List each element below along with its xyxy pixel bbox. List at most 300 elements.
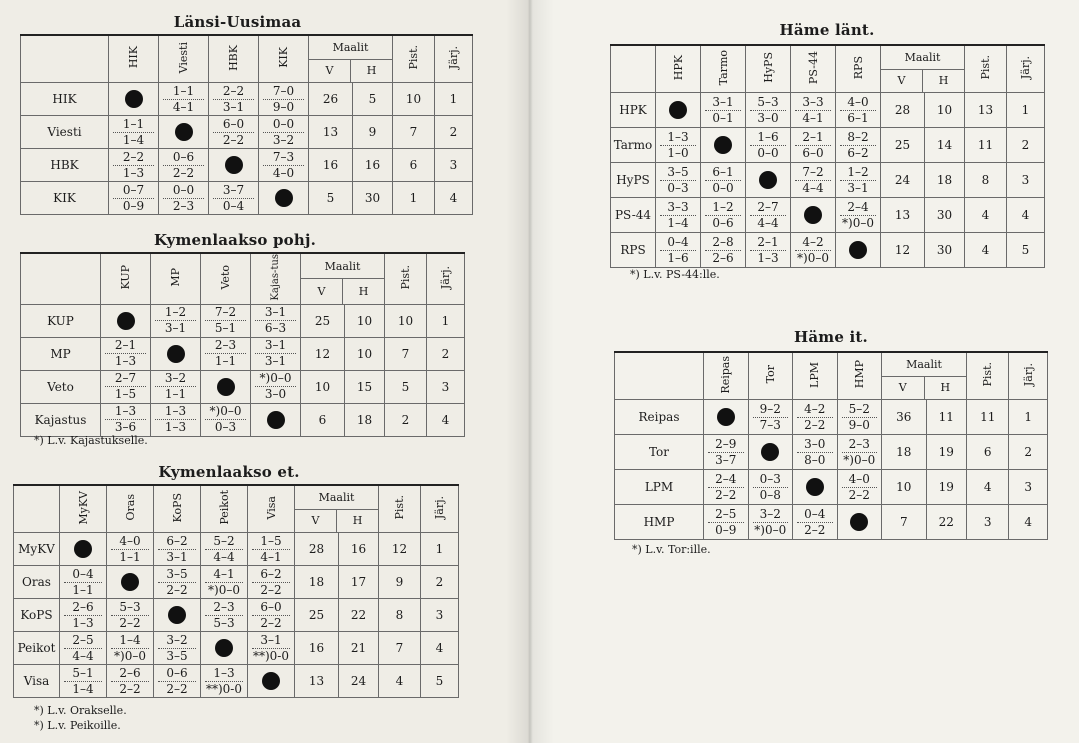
team-name: KoPS xyxy=(14,599,60,632)
column-header xyxy=(748,352,793,400)
away-result: *)0–0 xyxy=(754,522,787,537)
away-result: 2–2 xyxy=(848,487,870,502)
team-row xyxy=(14,566,459,599)
points-value: 6 xyxy=(393,149,435,182)
header-row xyxy=(611,45,1045,93)
filled-circle-icon xyxy=(121,573,139,591)
match-result-cell xyxy=(201,665,248,698)
match-result-cell xyxy=(151,403,201,436)
team-name: Viesti xyxy=(21,116,109,149)
team-row xyxy=(21,370,465,403)
column-header xyxy=(791,45,836,93)
match-result-cell xyxy=(209,182,259,215)
match-result-cell xyxy=(154,533,201,566)
column-header-label: Reipas xyxy=(719,355,733,394)
rank-value: 5 xyxy=(1007,233,1045,268)
points-value: 7 xyxy=(379,632,421,665)
away-result: 9–0 xyxy=(272,99,295,114)
filled-circle-icon xyxy=(804,206,822,224)
rank-header-label: Järj. xyxy=(433,495,446,520)
home-result: 5–3 xyxy=(111,600,149,616)
away-result: 3–1 xyxy=(222,99,245,114)
filled-circle-icon xyxy=(225,156,243,174)
team-name: HBK xyxy=(21,149,109,182)
home-result: 2–7 xyxy=(105,371,146,387)
home-result: 4–1 xyxy=(205,567,243,583)
points-header-label: Pist. xyxy=(407,45,420,70)
away-result: 2–2 xyxy=(804,522,826,537)
standings-table xyxy=(20,252,465,437)
home-result: 1–3 xyxy=(205,666,243,682)
goals-against-value: 30 xyxy=(925,233,965,268)
team-row xyxy=(14,632,459,665)
header-row xyxy=(14,485,459,533)
home-result: 4–0 xyxy=(842,472,878,488)
home-result: 4–2 xyxy=(797,402,833,418)
away-result: 0–9 xyxy=(715,522,737,537)
home-result: 6–0 xyxy=(252,600,290,616)
points-value: 7 xyxy=(393,116,435,149)
team-row xyxy=(611,128,1045,163)
match-result-cell xyxy=(151,304,201,337)
home-result: 1–1 xyxy=(163,84,204,100)
rank-header xyxy=(427,253,465,304)
match-result-cell xyxy=(107,632,154,665)
away-result: 1–1 xyxy=(72,582,94,597)
match-result-cell xyxy=(748,400,793,435)
rank-value: 3 xyxy=(427,370,465,403)
match-result-cell xyxy=(201,533,248,566)
points-value: 11 xyxy=(965,128,1007,163)
column-header-label: KIK xyxy=(277,47,290,68)
away-result: 3–1 xyxy=(164,321,187,336)
goals-for-value: 7 xyxy=(882,505,927,540)
rank-header-label: Järj. xyxy=(1021,362,1035,387)
points-value: 10 xyxy=(393,83,435,116)
away-result: **)0-0 xyxy=(252,648,289,663)
column-header-label: PS-44 xyxy=(806,50,820,85)
home-result: 0–0 xyxy=(263,117,304,133)
team-name: Veto xyxy=(21,370,101,403)
away-result: 3–0 xyxy=(264,387,287,402)
league-kymenlaakso-et xyxy=(13,462,445,698)
away-result: 4–4 xyxy=(72,648,94,663)
rank-header-label: Järj. xyxy=(447,45,460,70)
away-result: 2–2 xyxy=(166,681,188,696)
home-result: *)0–0 xyxy=(205,404,246,420)
column-header xyxy=(109,35,159,83)
away-result: 2–2 xyxy=(260,582,282,597)
goals-for-value: 6 xyxy=(301,403,345,436)
self-match-cell xyxy=(154,599,201,632)
self-match-cell xyxy=(656,93,701,128)
away-result: 6–2 xyxy=(847,145,869,160)
home-result: 2–4 xyxy=(708,472,744,488)
team-name: RPS xyxy=(611,233,656,268)
away-result: 1–1 xyxy=(214,354,237,369)
home-result: 2–1 xyxy=(105,338,146,354)
team-row xyxy=(21,116,473,149)
match-result-cell xyxy=(746,128,791,163)
match-result-cell xyxy=(836,198,881,233)
home-result: 1–3 xyxy=(660,130,696,146)
away-result: *)0–0 xyxy=(114,648,146,663)
rank-header xyxy=(421,485,459,533)
match-result-cell xyxy=(791,163,836,198)
home-result: 2–1 xyxy=(795,130,831,146)
home-result: 3–2 xyxy=(753,507,789,523)
rank-value: 2 xyxy=(435,116,473,149)
goals-for-value: 25 xyxy=(301,304,345,337)
self-match-cell xyxy=(704,400,749,435)
rank-value: 1 xyxy=(427,304,465,337)
team-name: HPK xyxy=(611,93,656,128)
points-value: 3 xyxy=(966,505,1008,540)
filled-circle-icon xyxy=(175,123,193,141)
points-header xyxy=(393,35,435,83)
away-result: 0–1 xyxy=(712,110,734,125)
team-name: KUP xyxy=(21,304,101,337)
match-result-cell xyxy=(791,128,836,163)
points-header-label: Pist. xyxy=(979,55,992,80)
team-name: LPM xyxy=(615,470,704,505)
goals-against-value: 9 xyxy=(353,116,393,149)
home-result: 0–7 xyxy=(113,183,154,199)
match-result-cell xyxy=(201,566,248,599)
rank-value: 3 xyxy=(1007,163,1045,198)
away-result: 4–1 xyxy=(260,549,282,564)
points-value: 7 xyxy=(385,337,427,370)
header-row xyxy=(615,352,1048,400)
home-result: 2–1 xyxy=(750,235,786,251)
self-match-cell xyxy=(837,505,882,540)
self-match-cell xyxy=(159,116,209,149)
goals-for-value: 12 xyxy=(301,337,345,370)
column-header xyxy=(704,352,749,400)
team-name: Peikot xyxy=(14,632,60,665)
goals-for-value: 26 xyxy=(309,83,353,116)
league-table xyxy=(13,484,445,698)
match-result-cell xyxy=(209,116,259,149)
team-name: MP xyxy=(21,337,101,370)
home-result: 7–3 xyxy=(263,150,304,166)
home-result: 1–2 xyxy=(840,165,876,181)
column-header xyxy=(793,352,838,400)
home-result: 3–5 xyxy=(158,567,196,583)
column-header-label: Tor xyxy=(763,365,777,384)
filled-circle-icon xyxy=(125,90,143,108)
home-result: 1–2 xyxy=(705,200,741,216)
column-header xyxy=(101,253,151,304)
match-result-cell xyxy=(159,83,209,116)
match-result-cell xyxy=(101,337,151,370)
match-result-cell xyxy=(159,182,209,215)
team-name: Reipas xyxy=(615,400,704,435)
home-result: 1–5 xyxy=(252,534,290,550)
team-row xyxy=(615,435,1048,470)
team-name: KIK xyxy=(21,182,109,215)
home-result: 6–2 xyxy=(252,567,290,583)
home-result: 4–2 xyxy=(795,235,831,251)
rank-value: 2 xyxy=(427,337,465,370)
self-match-cell xyxy=(701,128,746,163)
filled-circle-icon xyxy=(215,639,233,657)
match-result-cell xyxy=(251,304,301,337)
match-result-cell xyxy=(251,370,301,403)
home-result: 6–2 xyxy=(158,534,196,550)
goals-for-value: 13 xyxy=(881,198,925,233)
home-result: 2–9 xyxy=(708,437,744,453)
away-result: 3–5 xyxy=(166,648,188,663)
away-result: 6–3 xyxy=(264,321,287,336)
match-result-cell xyxy=(109,149,159,182)
league-title: Häme it. xyxy=(794,328,868,346)
match-result-cell xyxy=(746,233,791,268)
team-name: Visa xyxy=(14,665,60,698)
rank-value: 4 xyxy=(435,182,473,215)
match-result-cell xyxy=(791,93,836,128)
self-match-cell xyxy=(107,566,154,599)
away-result: *)0–0 xyxy=(797,250,829,265)
match-result-cell xyxy=(704,435,749,470)
points-value: 6 xyxy=(966,435,1008,470)
goals-against-label: H xyxy=(352,514,363,528)
home-result: 3–1 xyxy=(252,633,290,649)
standings-table xyxy=(614,351,1048,540)
goals-against-label: H xyxy=(938,74,949,88)
away-result: 0–8 xyxy=(759,487,781,502)
away-result: 2–2 xyxy=(804,417,826,432)
team-row xyxy=(611,163,1045,198)
home-result: 2–3 xyxy=(205,600,243,616)
column-header xyxy=(151,253,201,304)
away-result: 1–4 xyxy=(667,215,689,230)
rank-value: 2 xyxy=(421,566,459,599)
column-header xyxy=(259,35,309,83)
goals-for-value: 18 xyxy=(882,435,927,470)
points-header-label: Pist. xyxy=(399,265,412,290)
rank-value: 1 xyxy=(421,533,459,566)
column-header xyxy=(107,485,154,533)
away-result: 1–1 xyxy=(119,549,141,564)
team-row xyxy=(21,403,465,436)
league-table xyxy=(20,252,450,437)
team-row xyxy=(14,665,459,698)
self-match-cell xyxy=(791,198,836,233)
column-header xyxy=(746,45,791,93)
filled-circle-icon xyxy=(714,136,732,154)
points-header xyxy=(965,45,1007,93)
home-result: 2–7 xyxy=(750,200,786,216)
filled-circle-icon xyxy=(275,189,293,207)
away-result: 1–3 xyxy=(114,354,137,369)
match-result-cell xyxy=(259,116,309,149)
match-result-cell xyxy=(151,370,201,403)
column-header-label: MyKV xyxy=(76,490,90,525)
rank-header xyxy=(1009,352,1048,400)
column-header-label: Kajas-tus xyxy=(270,254,281,301)
away-result: 0–0 xyxy=(712,180,734,195)
away-result: 1–4 xyxy=(72,681,94,696)
match-result-cell xyxy=(60,665,107,698)
rank-value: 4 xyxy=(1007,198,1045,233)
goals-label: Maalit xyxy=(301,254,384,279)
filled-circle-icon xyxy=(759,171,777,189)
rank-value: 4 xyxy=(421,632,459,665)
match-result-cell xyxy=(791,233,836,268)
away-result: 1–3 xyxy=(757,250,779,265)
points-value: 1 xyxy=(393,182,435,215)
team-row xyxy=(615,400,1048,435)
team-name: HyPS xyxy=(611,163,656,198)
home-result: 3–3 xyxy=(795,95,831,111)
filled-circle-icon xyxy=(217,378,235,396)
home-result: 3–2 xyxy=(158,633,196,649)
home-result: 7–2 xyxy=(205,305,246,321)
away-result: 9–0 xyxy=(848,417,870,432)
home-result: 2–6 xyxy=(111,666,149,682)
goals-for-value: 12 xyxy=(881,233,925,268)
home-result: 0–4 xyxy=(660,235,696,251)
points-value: 10 xyxy=(385,304,427,337)
points-value: 2 xyxy=(385,403,427,436)
match-result-cell xyxy=(748,505,793,540)
column-header xyxy=(656,45,701,93)
standings-table xyxy=(13,484,459,698)
goals-for-value: 5 xyxy=(309,182,353,215)
goals-for-label: V xyxy=(309,60,351,83)
column-header-label: KoPS xyxy=(170,492,184,523)
home-result: 2–2 xyxy=(113,150,154,166)
home-result: 0–6 xyxy=(163,150,204,166)
away-result: 4–4 xyxy=(213,549,235,564)
away-result: 3–7 xyxy=(715,452,737,467)
team-row xyxy=(21,304,465,337)
match-result-cell xyxy=(836,93,881,128)
home-result: 9–2 xyxy=(753,402,789,418)
self-match-cell xyxy=(836,233,881,268)
goals-for-value: 16 xyxy=(309,149,353,182)
goals-against-value: 24 xyxy=(339,665,379,698)
match-result-cell xyxy=(248,632,295,665)
away-result: 1–3 xyxy=(122,165,145,180)
match-result-cell xyxy=(209,83,259,116)
away-result: 1–3 xyxy=(72,615,94,630)
standings-table xyxy=(610,44,1045,268)
away-result: 4–0 xyxy=(272,165,295,180)
filled-circle-icon xyxy=(168,606,186,624)
away-result: 1–5 xyxy=(114,387,137,402)
self-match-cell xyxy=(201,370,251,403)
self-match-cell xyxy=(746,163,791,198)
team-row xyxy=(615,470,1048,505)
away-result: 0–4 xyxy=(222,198,245,213)
rank-value: 4 xyxy=(427,403,465,436)
away-result: 3–6 xyxy=(114,420,137,435)
team-name: MyKV xyxy=(14,533,60,566)
corner-cell xyxy=(611,45,656,93)
rank-header xyxy=(1007,45,1045,93)
corner-cell xyxy=(615,352,704,400)
column-header xyxy=(701,45,746,93)
team-name: PS-44 xyxy=(611,198,656,233)
team-name: Kajastus xyxy=(21,403,101,436)
goals-against-value: 16 xyxy=(339,533,379,566)
goals-against-value: 15 xyxy=(345,370,385,403)
away-result: 3–0 xyxy=(757,110,779,125)
match-result-cell xyxy=(793,400,838,435)
column-header xyxy=(201,253,251,304)
match-result-cell xyxy=(793,505,838,540)
match-result-cell xyxy=(159,149,209,182)
league-kymenlaakso-pohj xyxy=(20,230,450,437)
self-match-cell xyxy=(251,403,301,436)
away-result: 1–3 xyxy=(164,420,187,435)
match-result-cell xyxy=(837,435,882,470)
goals-against-value: 21 xyxy=(339,632,379,665)
home-result: 1–2 xyxy=(155,305,196,321)
points-value: 4 xyxy=(965,198,1007,233)
home-result: 8–2 xyxy=(840,130,876,146)
away-result: 2–2 xyxy=(172,165,195,180)
rank-value: 3 xyxy=(421,599,459,632)
match-result-cell xyxy=(101,370,151,403)
goals-for-value: 25 xyxy=(295,599,339,632)
match-result-cell xyxy=(259,149,309,182)
team-row xyxy=(615,505,1048,540)
column-header-label: MP xyxy=(169,267,182,287)
team-row xyxy=(14,599,459,632)
goals-against-value: 19 xyxy=(926,470,966,505)
points-value: 4 xyxy=(965,233,1007,268)
match-result-cell xyxy=(259,83,309,116)
match-result-cell xyxy=(748,470,793,505)
match-result-cell xyxy=(154,665,201,698)
filled-circle-icon xyxy=(167,345,185,363)
goals-against-label: H xyxy=(366,64,377,78)
home-result: 3–7 xyxy=(213,183,254,199)
match-result-cell xyxy=(746,93,791,128)
match-result-cell xyxy=(701,233,746,268)
home-result: 1–6 xyxy=(750,130,786,146)
rank-value: 4 xyxy=(1009,505,1048,540)
match-result-cell xyxy=(836,128,881,163)
goals-header xyxy=(881,45,965,93)
match-result-cell xyxy=(704,470,749,505)
away-result: 2–2 xyxy=(119,615,141,630)
column-header xyxy=(154,485,201,533)
points-value: 4 xyxy=(379,665,421,698)
match-result-cell xyxy=(701,93,746,128)
away-result: 6–1 xyxy=(847,110,869,125)
column-header-label: HyPS xyxy=(761,52,775,83)
match-result-cell xyxy=(107,533,154,566)
away-result: 6–0 xyxy=(802,145,824,160)
home-result: 0–0 xyxy=(163,183,204,199)
rank-value: 3 xyxy=(435,149,473,182)
goals-for-label: V xyxy=(301,279,343,303)
home-result: 2–4 xyxy=(840,200,876,216)
points-header-label: Pist. xyxy=(981,362,995,387)
column-header-label: HMP xyxy=(852,360,866,389)
goals-label: Maalit xyxy=(295,486,378,510)
column-header-label: Visa xyxy=(264,495,278,520)
goals-against-value: 18 xyxy=(925,163,965,198)
column-header-label: Tarmo xyxy=(716,49,730,86)
column-header xyxy=(159,35,209,83)
league-title: Kymenlaakso pohj. xyxy=(153,231,317,249)
home-result: 6–0 xyxy=(213,117,254,133)
